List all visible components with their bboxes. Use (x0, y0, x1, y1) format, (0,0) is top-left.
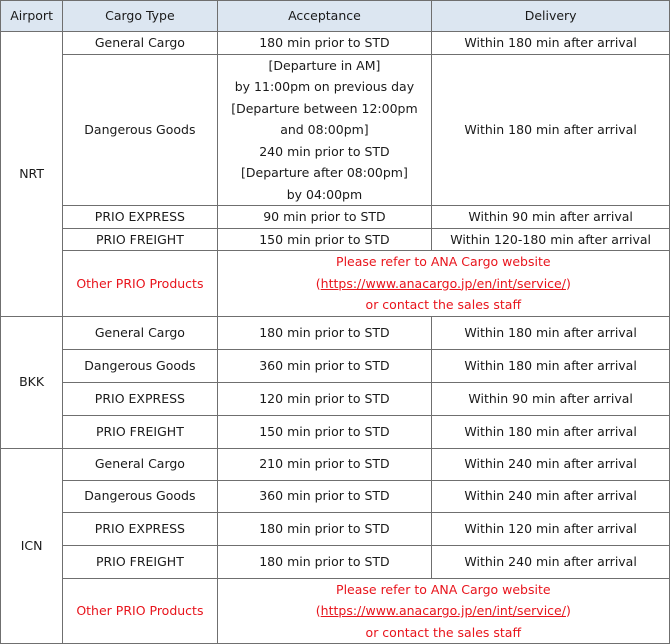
cargo-type-cell: General Cargo (63, 316, 217, 349)
delivery-cell: Within 240 min after arrival (432, 448, 670, 480)
table-row (1, 578, 670, 644)
acceptance-cell: 120 min prior to STD (217, 382, 432, 415)
acceptance-cell: 150 min prior to STD (217, 228, 432, 251)
cargo-type-cell: PRIO EXPRESS (63, 512, 217, 545)
acceptance-line: 240 min prior to STD (259, 143, 390, 159)
cargo-type-cell: General Cargo (63, 448, 217, 480)
delivery-cell: Within 180 min after arrival (432, 349, 670, 382)
acceptance-cell: 180 min prior to STD (217, 316, 432, 349)
table-row (1, 448, 670, 480)
other-products-notice (217, 251, 669, 317)
acceptance-cell: 180 min prior to STD (217, 545, 432, 578)
cargo-type-cell: PRIO FREIGHT (63, 415, 217, 448)
acceptance-cell: 180 min prior to STD (217, 512, 432, 545)
cargo-type-cell: PRIO EXPRESS (63, 206, 217, 229)
acceptance-line: by 11:00pm on previous day (234, 79, 415, 94)
cargo-type-cell: Dangerous Goods (63, 480, 217, 512)
acceptance-cell: 90 min prior to STD (217, 206, 432, 229)
ana-cargo-link[interactable]: https://www.anacargo.jp/en/int/service/ (320, 603, 566, 618)
cargo-type-cell-other: Other PRIO Products (63, 578, 217, 644)
header-row (1, 1, 670, 32)
header-acceptance: Acceptance (217, 1, 432, 32)
acceptance-line: by 04:00pm (286, 186, 363, 202)
cargo-type-cell: Dangerous Goods (63, 54, 217, 206)
table-row (1, 512, 670, 545)
table-row (1, 349, 670, 382)
acceptance-cell-multiline (217, 54, 432, 206)
notice-line: or contact the sales staff (365, 297, 522, 312)
acceptance-cell: 360 min prior to STD (217, 480, 432, 512)
header-delivery: Delivery (432, 1, 670, 32)
header-airport: Airport (1, 1, 63, 32)
airport-cell-nrt: NRT (1, 32, 63, 317)
other-products-notice (217, 578, 669, 644)
notice-link-line (220, 600, 667, 622)
open-paren: ( (315, 275, 321, 291)
cargo-type-cell-other: Other PRIO Products (63, 251, 217, 317)
airport-cell-bkk: BKK (1, 316, 63, 448)
table-row (1, 206, 670, 229)
close-paren: ) (565, 603, 571, 618)
cargo-type-cell: General Cargo (63, 32, 217, 55)
delivery-cell: Within 180 min after arrival (432, 415, 670, 448)
notice-line: Please refer to ANA Cargo website (336, 254, 551, 269)
acceptance-cell: 180 min prior to STD (217, 32, 432, 55)
delivery-cell: Within 240 min after arrival (432, 480, 670, 512)
cargo-type-cell: PRIO EXPRESS (63, 382, 217, 415)
table-row (1, 545, 670, 578)
table-row (1, 228, 670, 251)
cargo-type-cell: Dangerous Goods (63, 349, 217, 382)
airport-cell-icn: ICN (1, 448, 63, 644)
header-cargo-type: Cargo Type (63, 1, 217, 32)
acceptance-cell: 360 min prior to STD (217, 349, 432, 382)
notice-line: or contact the sales staff (365, 624, 522, 640)
cargo-type-cell: PRIO FREIGHT (63, 545, 217, 578)
delivery-cell: Within 240 min after arrival (432, 545, 670, 578)
delivery-cell: Within 120-180 min after arrival (432, 228, 670, 251)
open-paren: ( (315, 603, 321, 618)
delivery-cell: Within 180 min after arrival (432, 32, 670, 55)
table-row (1, 54, 670, 206)
table-row (1, 251, 670, 317)
acceptance-cell: 210 min prior to STD (217, 448, 432, 480)
table-row (1, 480, 670, 512)
delivery-cell: Within 120 min after arrival (432, 512, 670, 545)
delivery-cell: Within 180 min after arrival (432, 316, 670, 349)
close-paren: ) (565, 275, 571, 291)
table-row (1, 316, 670, 349)
table-row (1, 415, 670, 448)
table-row (1, 32, 670, 55)
ana-cargo-link[interactable]: https://www.anacargo.jp/en/int/service/ (320, 275, 566, 291)
acceptance-line: [Departure after 08:00pm] (241, 165, 408, 180)
notice-line: Please refer to ANA Cargo website (336, 581, 551, 597)
acceptance-line: [Departure in AM] (268, 57, 381, 73)
table-row (1, 382, 670, 415)
delivery-cell: Within 90 min after arrival (432, 206, 670, 229)
acceptance-cell: 150 min prior to STD (217, 415, 432, 448)
delivery-cell: Within 90 min after arrival (432, 382, 670, 415)
cargo-type-cell: PRIO FREIGHT (63, 228, 217, 251)
notice-link-line (220, 273, 667, 295)
acceptance-line: [Departure between 12:00pm (231, 100, 418, 116)
delivery-cell: Within 180 min after arrival (432, 54, 670, 206)
acceptance-line: and 08:00pm] (280, 122, 369, 137)
